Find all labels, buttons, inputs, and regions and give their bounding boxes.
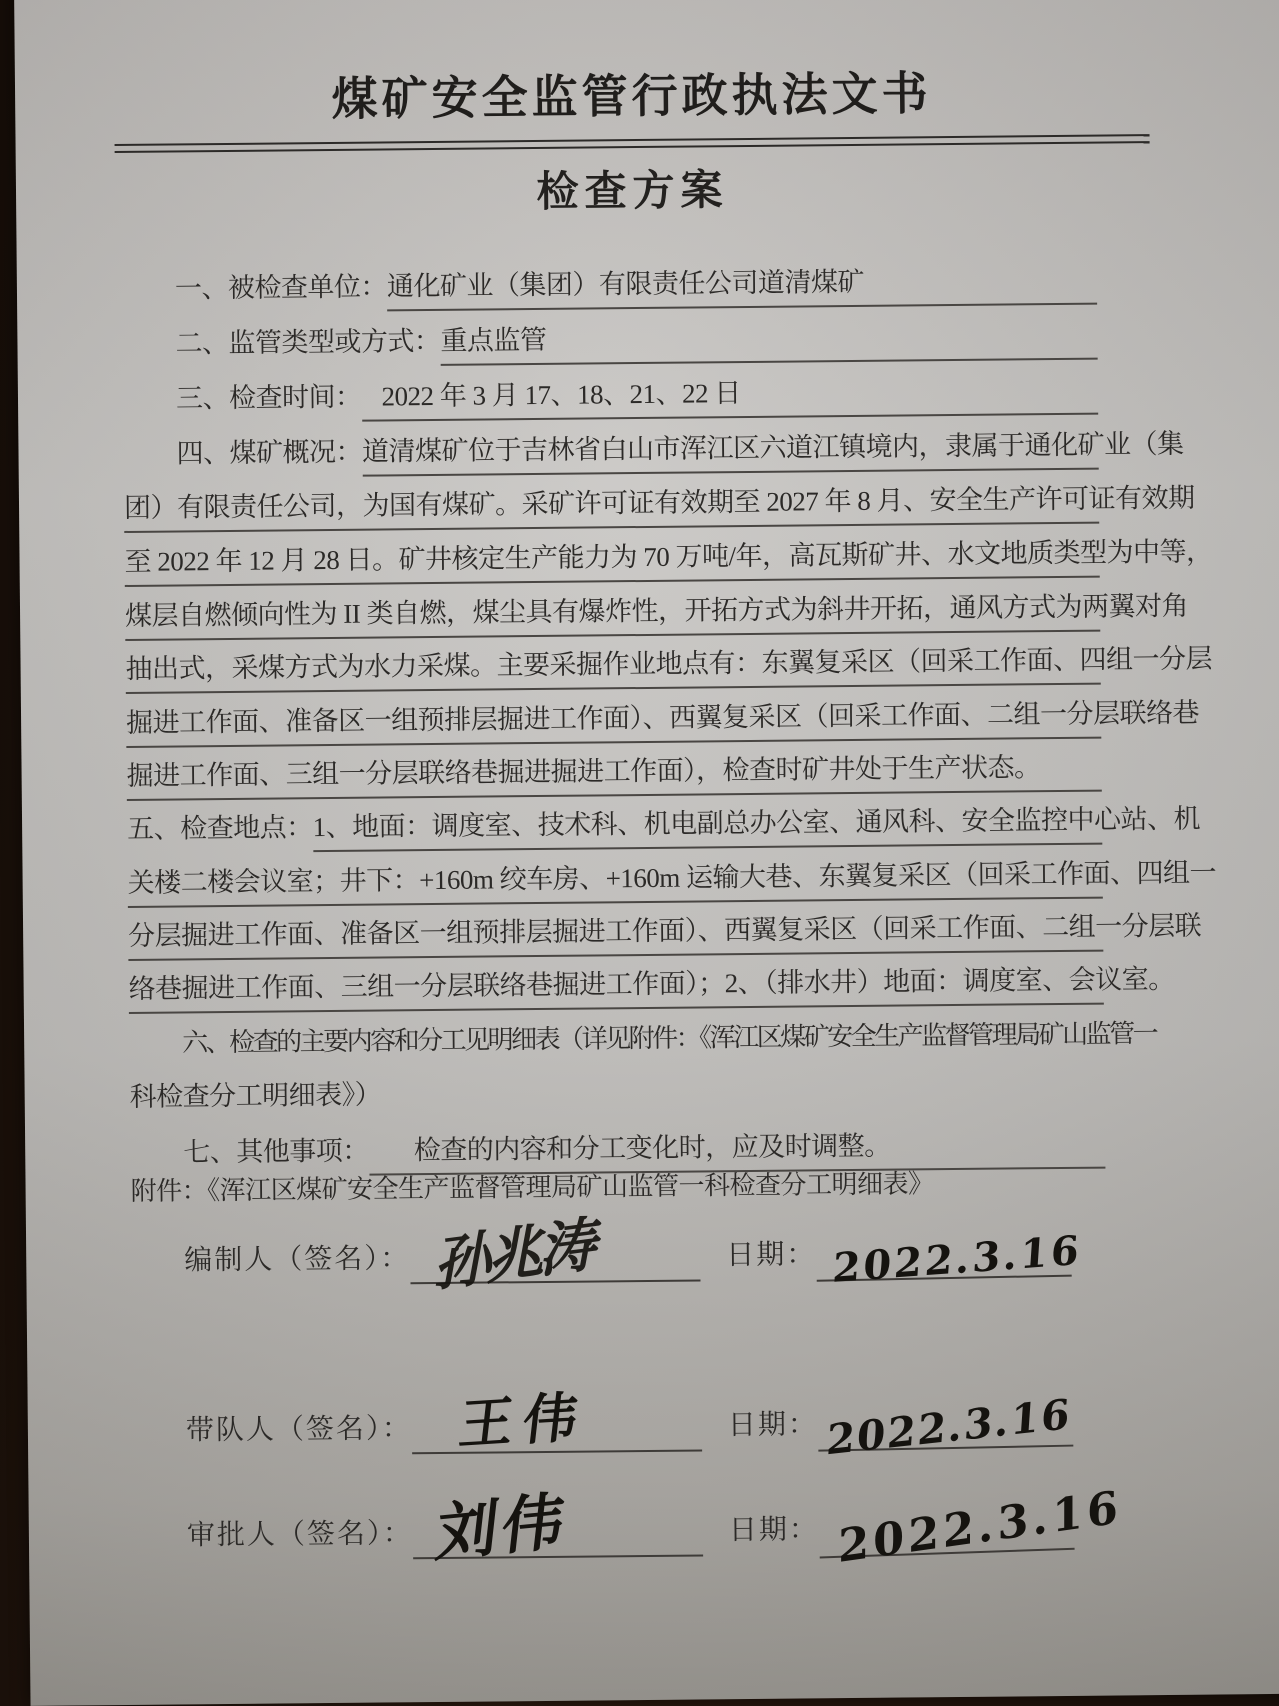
mine-overview-value-3: 至 2022 年 12 月 28 日。矿井核定生产能力为 70 万吨/年，高瓦斯矿井、水文地质类型为中等， <box>124 538 1099 587</box>
other-matters-label: 七、其他事项： <box>183 1135 369 1168</box>
content-division-text-2: 科检查分工明细表》） <box>129 1079 382 1112</box>
preparer-handwritten-date: 2022.3.16 <box>831 1226 1084 1293</box>
supervision-type-label: 二、监管类型或方式： <box>175 325 441 359</box>
inspection-time-label: 三、检查时间： <box>175 381 362 414</box>
field-mine-overview-line5 <box>125 643 1213 694</box>
approver-signature-line <box>413 1483 703 1571</box>
paper-sheet <box>14 0 1279 1706</box>
inspected-unit-label: 一、被检查单位： <box>174 271 388 304</box>
field-content-division-line1 <box>182 1019 1157 1059</box>
leader-signature-line <box>412 1383 702 1457</box>
attachment-text: 附件：《浑江区煤矿安全生产监督管理局矿山监管一科检查分工明细表》 <box>130 1169 934 1206</box>
field-inspection-time <box>176 375 1098 424</box>
document-title: 检查方案 <box>536 166 729 215</box>
field-mine-overview-line3 <box>124 536 1213 587</box>
preparer-handwritten-signature: 孙兆涛 <box>431 1208 603 1300</box>
mine-overview-value-5: 抽出式，采煤方式为水力采煤。主要采掘作业地点有：东翼复采区（回采工作面、四组一分层 <box>125 645 1100 694</box>
supervision-type-value: 重点监管 <box>440 320 1097 366</box>
field-mine-overview-line4 <box>124 590 1189 641</box>
mine-overview-value-1: 道清煤矿位于吉林省白山市浑江区六道江镇境内，隶属于通化矿业（集 <box>362 430 1099 477</box>
leader-date-line <box>818 1389 1074 1465</box>
field-inspection-sites-line1 <box>126 803 1201 854</box>
inspection-sites-label: 五、检查地点： <box>126 812 313 844</box>
inspection-time-value: 2022 年 3 月 17、18、21、22 日 <box>361 375 1098 422</box>
mine-overview-value-2: 团）有限责任公司，为国有煤矿。采矿许可证有效期至 2027 年 8 月、安全生产许可证有效期 <box>124 484 1099 533</box>
field-mine-overview-line1 <box>176 428 1184 479</box>
leader-label: 带队人（签名）： <box>185 1413 413 1447</box>
signature-row-approver <box>186 1479 1122 1574</box>
approver-handwritten-signature: 刘伟 <box>432 1483 573 1571</box>
field-mine-overview-line7 <box>126 752 1101 801</box>
inspected-unit-value: 通化矿业（集团）有限责任公司道清煤矿 <box>387 265 1097 312</box>
signature-row-leader <box>185 1383 1116 1465</box>
inspection-sites-value-4: 络巷掘进工作面、三组一分层联络巷掘进工作面）；2、（排水井）地面：调度室、会议室。 <box>129 965 1104 1014</box>
leader-handwritten-date: 2022.3.16 <box>825 1389 1074 1465</box>
field-inspection-sites-line4 <box>128 963 1175 1014</box>
double-rule-divider <box>115 134 1150 153</box>
content-division-text-1: 六、检查的主要内容和分工见明细表（详见附件：《浑江区煤矿安全生产监督管理局矿山监管一 <box>182 1019 1157 1058</box>
leader-handwritten-signature: 王伟 <box>455 1383 591 1457</box>
inspection-sites-value-1: 1、地面：调度室、技术科、机电副总办公室、通风科、安全监控中心站、机 <box>312 805 1102 853</box>
approver-handwritten-date: 2022.3.16 <box>838 1479 1122 1574</box>
header-title: 煤矿安全监管行政执法文书 <box>331 67 932 125</box>
other-matters-value: 检查的内容和分工变化时，应及时调整。 <box>369 1129 1106 1176</box>
mine-overview-value-7: 掘进工作面、三组一分层联络巷掘进掘进工作面），检查时矿井处于生产状态。 <box>126 752 1101 801</box>
approver-label: 审批人（签名）： <box>186 1518 414 1552</box>
field-mine-overview-line2 <box>123 482 1195 533</box>
mine-overview-label: 四、煤矿概况： <box>176 436 363 469</box>
leader-date-label: 日期： <box>727 1409 819 1442</box>
preparer-date-label: 日期： <box>726 1239 817 1272</box>
field-inspection-sites-line2 <box>127 857 1217 908</box>
field-content-division-line2 <box>130 1073 1105 1113</box>
preparer-date-line <box>816 1226 1084 1293</box>
approver-date-line <box>818 1479 1122 1574</box>
mine-overview-value-6: 掘进工作面、准备区一组预排层掘进工作面）、西翼复采区（回采工作面、二组一分层联络巷 <box>126 699 1101 748</box>
signature-row-preparer <box>184 1208 1114 1300</box>
inspection-sites-value-3: 分层掘进工作面、准备区一组预排层掘进工作面）、西翼复采区（回采工作面、二组一分层联 <box>128 912 1103 961</box>
field-inspection-sites-line3 <box>128 910 1202 961</box>
mine-overview-value-4: 煤层自燃倾向性为 II 类自燃，煤尘具有爆炸性，开拓方式为斜井开拓，通风方式为两翼对角 <box>125 592 1100 641</box>
field-inspected-unit <box>175 265 1097 314</box>
field-mine-overview-line6 <box>125 697 1200 748</box>
field-supervision-type <box>175 320 1097 369</box>
approver-date-label: 日期： <box>728 1514 820 1547</box>
inspection-sites-value-2: 关楼二楼会议室；井下：+160m 绞车房、+160m 运输大巷、东翼复采区（回采工作面、四组一 <box>128 859 1103 908</box>
preparer-signature-line <box>410 1208 700 1300</box>
preparer-label: 编制人（签名）： <box>184 1243 411 1277</box>
